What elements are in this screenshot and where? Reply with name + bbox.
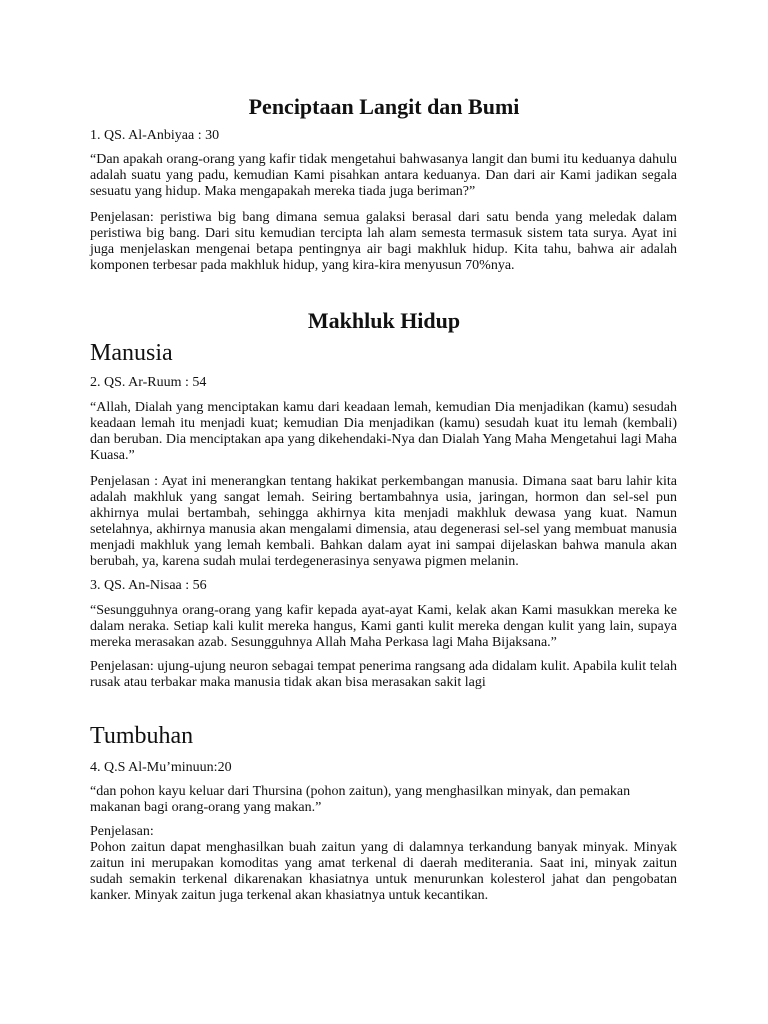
explanation-label: Penjelasan:	[90, 824, 154, 839]
section-title-makhluk-hidup: Makhluk Hidup	[307, 308, 461, 333]
verse-reference: 1. QS. Al-Anbiyaa : 30	[90, 128, 220, 143]
verse-quote: “Sesungguhnya orang-orang yang kafir kepada ayat-ayat Kami, kelak akan Kami masukkan mereka ke dalam neraka. Setiap kali kulit mereka hangus, Kami ganti kulit mereka dengan kulit yang lain, supaya mereka merasakan azab. Sesungguhnya Allah Maha Perkasa lagi Maha Bijaksana.”	[90, 603, 677, 650]
section-title-penciptaan: Penciptaan Langit dan Bumi	[248, 94, 520, 119]
subheading-tumbuhan: Tumbuhan	[90, 723, 194, 749]
explanation-paragraph: Penjelasan: peristiwa big bang dimana semua galaksi berasal dari satu benda yang meledak dalam peristiwa big bang. Dari situ kemudian tercipta lah alam semesta termasuk sistem tata surya. Ayat ini juga menjelaskan mengenai betapa pentingnya air bagi makhluk hidup. Kita tahu, bahwa air adalah komponen terbesar pada makhluk hidup, yang kira-kira menyusun 70%nya.	[90, 210, 677, 273]
verse-quote: “dan pohon kayu keluar dari Thursina (pohon zaitun), yang menghasilkan minyak, dan pemakan makanan bagi orang-orang yang makan.”	[90, 784, 631, 815]
explanation-paragraph: Penjelasan: ujung-ujung neuron sebagai tempat penerima rangsang ada didalam kulit. Apabila kulit telah rusak atau terbakar maka manusia tidak akan bisa merasakan sakit lagi	[90, 659, 677, 690]
verse-reference: 2. QS. Ar-Ruum : 54	[90, 375, 207, 390]
explanation-paragraph: Pohon zaitun dapat menghasilkan buah zaitun yang di dalamnya terkandung banyak minyak. Minyak zaitun ini merupakan komoditas yang amat terkenal di daerah mediterania. Saat ini, minyak zaitun sudah semakin terkenal dikarenakan khasiatnya untuk menurunkan kolesterol jahat dan pengobatan kanker. Minyak zaitun juga terkenal akan khasiatnya untuk kecantikan.	[90, 840, 677, 903]
subheading-manusia: Manusia	[90, 340, 173, 366]
verse-reference: 4. Q.S Al-Mu’minuun:20	[90, 760, 232, 775]
verse-quote: “Dan apakah orang-orang yang kafir tidak mengetahui bahwasanya langit dan bumi itu keduanya dahulu adalah suatu yang padu, kemudian Kami pisahkan antara keduanya. Dan dari air Kami jadikan segala sesuatu yang hidup. Maka mengapakah mereka tiada juga beriman?”	[90, 152, 677, 199]
verse-reference: 3. QS. An-Nisaa : 56	[90, 578, 207, 593]
verse-quote: “Allah, Dialah yang menciptakan kamu dari keadaan lemah, kemudian Dia menjadikan (kamu) sesudah keadaan lemah itu menjadi kuat; kemudian Dia menjadikan (kamu) sesudah kuat itu lemah (kembali) dan beruban. Dia menciptakan apa yang dikehendaki-Nya dan Dialah Yang Maha Mengetahui lagi Maha Kuasa.”	[90, 400, 677, 463]
explanation-paragraph: Penjelasan : Ayat ini menerangkan tentang hakikat perkembangan manusia. Dimana saat baru lahir kita adalah makhluk yang sangat lemah. Seiring bertambahnya usia, jaringan, hormon dan sel-sel pun akhirnya mulai bertambah, sehingga akhirnya kita menjadi makhluk dewasa yang kuat. Namun setelahnya, akhirnya manusia akan mengalami dimensia, atau degenerasi sel-sel yang membuat manusia menjadi makhluk yang lemah kembali. Bahkan dalam ayat ini sampai dijelaskan bahwa manula akan berubah, ya, karena sudah mulai terdegenerasinya senyawa pigmen melanin.	[90, 474, 677, 569]
